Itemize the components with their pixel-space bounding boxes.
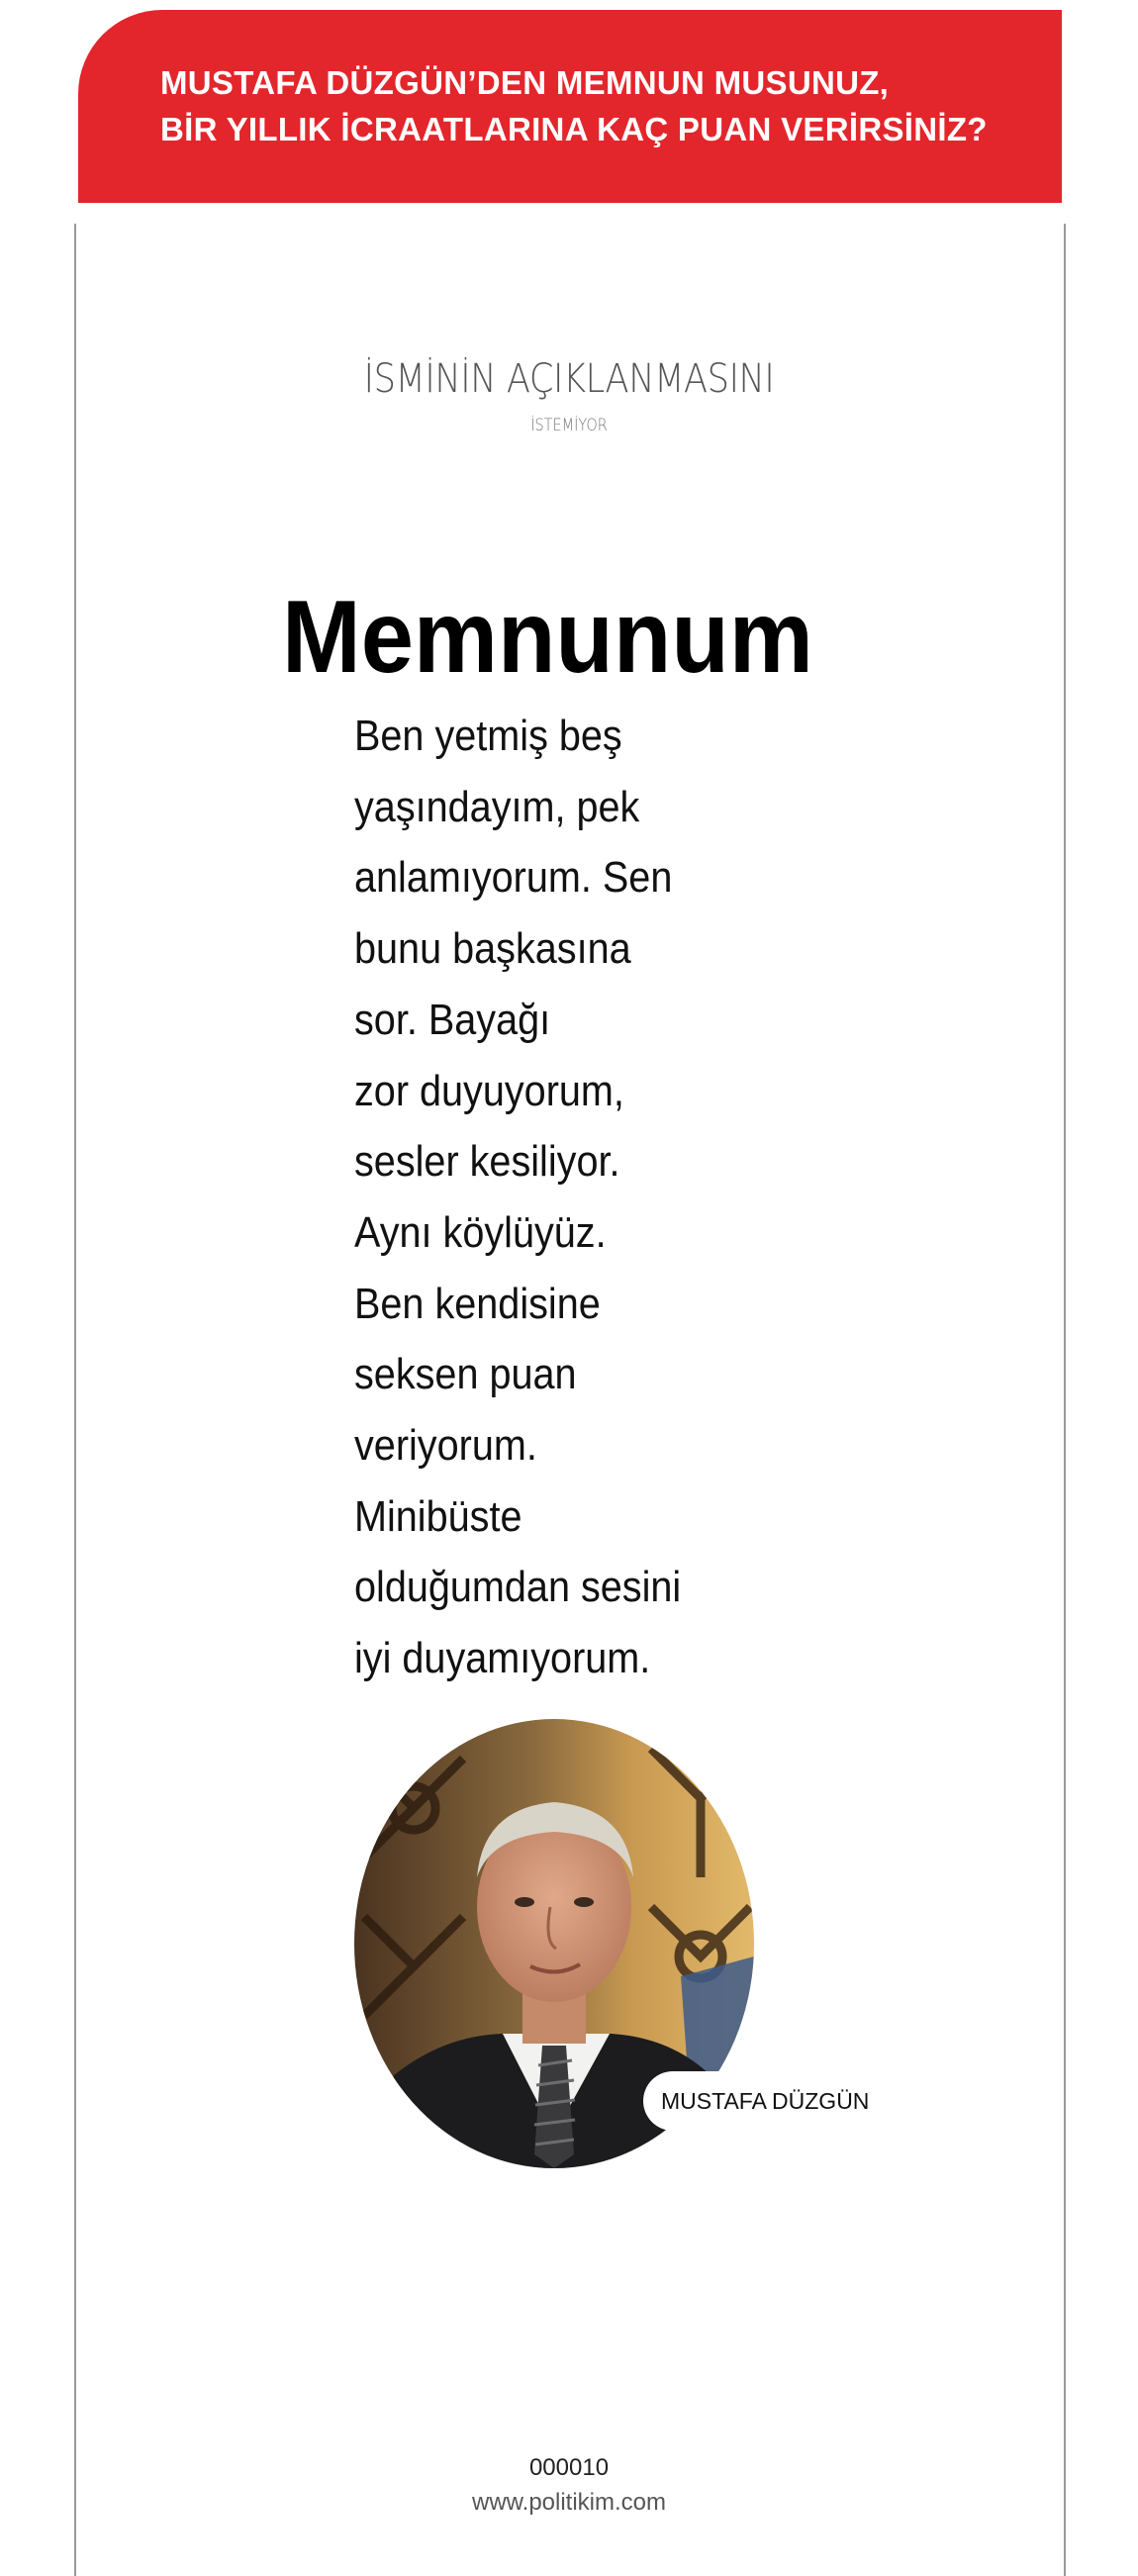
answer-line: sesler kesiliyor. [354, 1137, 620, 1187]
respondent-subtitle: İSTEMİYOR [530, 416, 608, 435]
question-line-1: MUSTAFA DÜZGÜN’DEN MEMNUN MUSUNUZ, [160, 64, 890, 101]
answer-line: zor duyuyorum, [354, 1066, 624, 1115]
answer-line: sor. Bayağı [354, 995, 551, 1044]
question-line-2: BİR YILLIK İCRAATLARINA KAÇ PUAN VERİRSİNİZ? [160, 111, 988, 147]
answer-headline: Memnunum [282, 580, 813, 695]
answer-line: yaşındayım, pek [354, 782, 640, 831]
frame-right-border [1064, 224, 1066, 2576]
answer-line: olduğumdan sesini [354, 1563, 682, 1612]
photo-caption: MUSTAFA DÜZGÜN [643, 2071, 891, 2131]
website-url: www.politikim.com [471, 2489, 667, 2516]
answer-line: iyi duyamıyorum. [354, 1634, 651, 1683]
answer-line: seksen puan [354, 1350, 577, 1399]
frame-left-border [74, 224, 76, 2576]
answer-line: veriyorum. [354, 1421, 537, 1471]
answer-line: Minibüste [354, 1491, 522, 1541]
question-banner [78, 10, 1062, 203]
answer-line: bunu başkasına [354, 924, 631, 974]
page-code: 000010 [528, 2454, 610, 2481]
respondent-title: İSMİNİN AÇIKLANMASINI [363, 356, 775, 402]
answer-line: Ben yetmiş beş [354, 712, 622, 760]
answer-line: anlamıyorum. Sen [354, 853, 673, 903]
answer-line: Ben kendisine [354, 1279, 601, 1328]
answer-line: Aynı köylüyüz. [354, 1207, 607, 1257]
answer-body [354, 701, 770, 1694]
